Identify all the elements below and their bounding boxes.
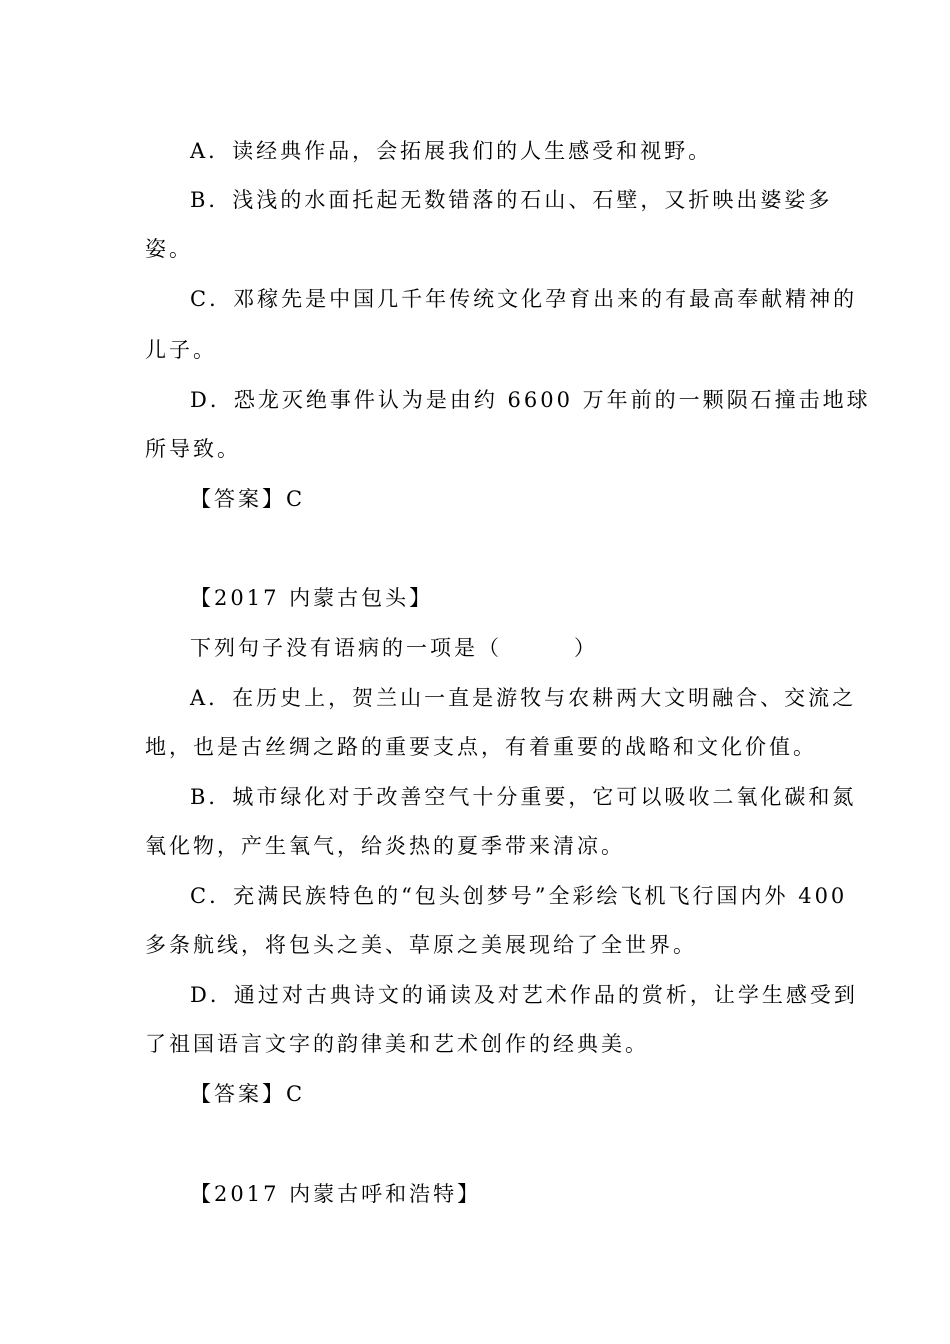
option-d-line-1: D．恐龙灭绝事件认为是由约 6600 万年前的一颗陨石撞击地球: [190, 388, 871, 412]
answer-line: 【答案】C: [190, 487, 306, 511]
option-d-line-1: D．通过对古典诗文的诵读及对艺术作品的赏析，让学生感受到: [190, 983, 858, 1007]
option-d-line-2: 了祖国语言文字的韵律美和艺术创作的经典美。: [145, 1032, 649, 1056]
option-d-line-2: 所导致。: [145, 437, 241, 461]
option-a-line: A．读经典作品，会拓展我们的人生感受和视野。: [190, 139, 713, 163]
question-line: 下列句子没有语病的一项是（ ）: [190, 636, 598, 660]
option-b-line-2: 姿。: [145, 237, 193, 261]
section-heading: 【2017 内蒙古包头】: [190, 586, 434, 610]
option-a-line-1: A．在历史上，贺兰山一直是游牧与农耕两大文明融合、交流之: [190, 686, 857, 710]
section-heading: 【2017 内蒙古呼和浩特】: [190, 1182, 482, 1206]
answer-line: 【答案】C: [190, 1082, 306, 1106]
option-c-line-1: C．邓稼先是中国几千年传统文化孕育出来的有最高奉献精神的: [190, 287, 858, 311]
option-b-line-1: B．浅浅的水面托起无数错落的石山、石壁，又折映出婆娑多: [190, 188, 833, 212]
option-b-line-2: 氧化物，产生氧气，给炎热的夏季带来清凉。: [145, 834, 625, 858]
option-b-line-1: B．城市绿化对于改善空气十分重要，它可以吸收二氧化碳和氮: [190, 785, 857, 809]
option-c-line-2: 儿子。: [145, 338, 217, 362]
option-c-line-1: C．充满民族特色的“包头创梦号”全彩绘飞机飞行国内外 400: [190, 884, 848, 908]
option-a-line-2: 地，也是古丝绸之路的重要支点，有着重要的战略和文化价值。: [145, 735, 817, 759]
option-c-line-2: 多条航线，将包头之美、草原之美展现给了全世界。: [145, 933, 697, 957]
